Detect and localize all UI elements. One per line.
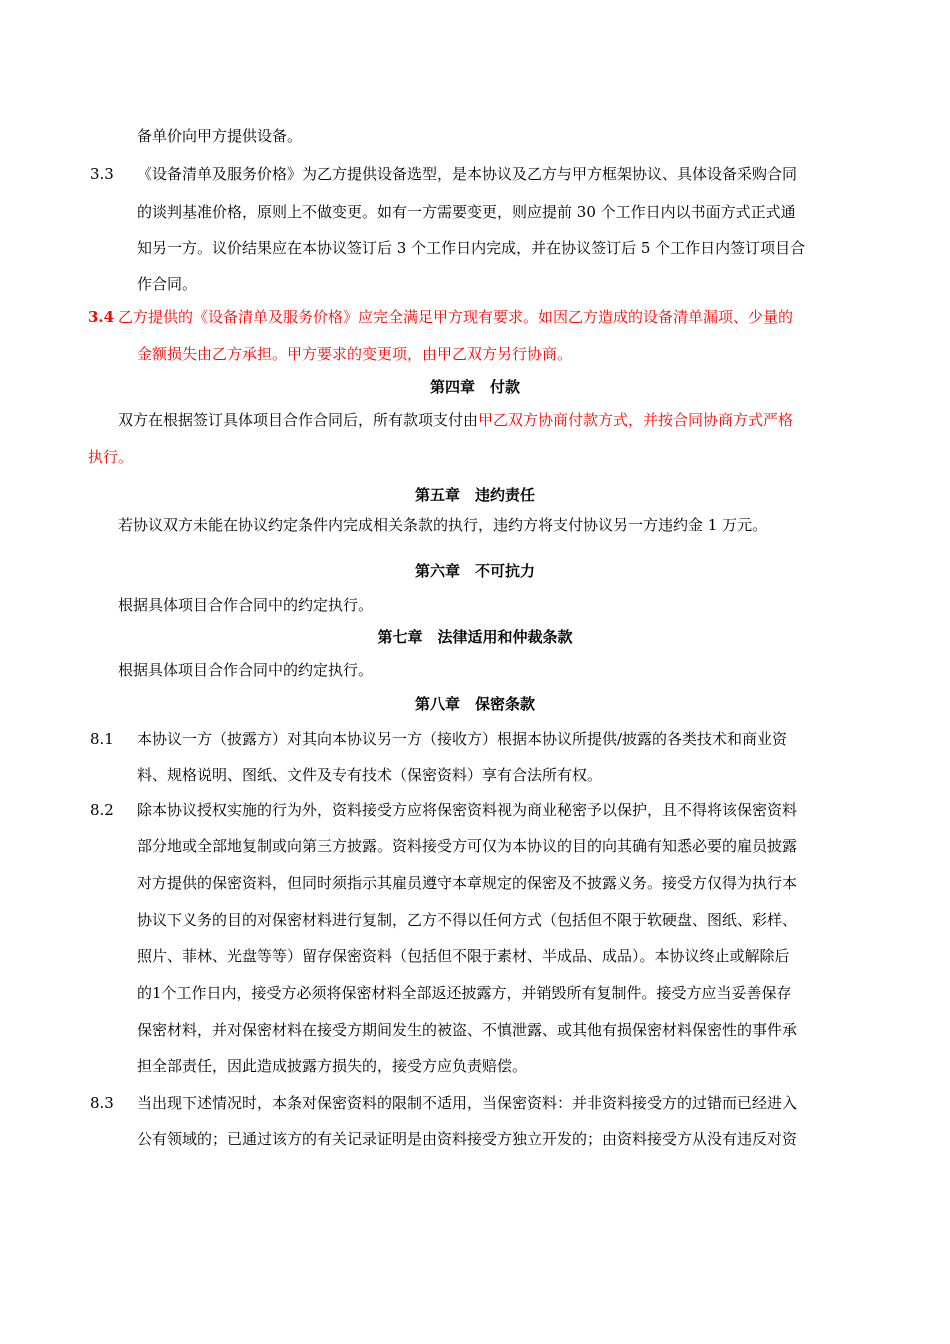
clause-number-8-2: 8.2 xyxy=(90,801,114,819)
chapter-4-title: 第四章 付款 xyxy=(429,378,520,396)
chapter-5-heading xyxy=(0,485,950,505)
clause-8-2-line: 部分地或全部地复制或向第三方披露。资料接受方可仅为本协议的目的向其确有知悉必要的雇员披露 xyxy=(137,837,798,855)
clause-number-3-4: 3.4 xyxy=(88,308,115,326)
clause-3-3-line: 知另一方。议价结果应在本协议签订后 3 个工作日内完成，并在协议签订后 5 个工作日内签订项目合 xyxy=(137,239,806,257)
chapter-7-text: 根据具体项目合作合同中的约定执行。 xyxy=(118,661,374,679)
chapter-7-title: 第七章 法律适用和仲裁条款 xyxy=(377,628,573,646)
chapter-4-text-highlight: 甲乙双方协商付款方式，并按合同协商方式严格 xyxy=(478,411,794,429)
chapter-6-heading xyxy=(0,561,950,581)
chapter-4-paragraph xyxy=(118,410,793,430)
chapter-4-heading xyxy=(0,377,950,397)
chapter-7-heading xyxy=(0,627,950,647)
clause-8-2-line: 协议下义务的目的对保密材料进行复制，乙方不得以任何方式（包括但不限于软硬盘、图纸、彩样、 xyxy=(137,911,798,929)
chapter-4-text: 双方在根据签订具体项目合作合同后，所有款项支付由 xyxy=(118,411,479,429)
carryover-line: 备单价向甲方提供设备。 xyxy=(137,127,303,145)
clause-8-2-line: 除本协议授权实施的行为外，资料接受方应将保密资料视为商业秘密予以保护，且不得将该保密资料 xyxy=(137,801,798,819)
clause-8-3-line: 当出现下述情况时，本条对保密资料的限制不适用，当保密资料：并非资料接受方的过错而已经进入 xyxy=(137,1094,798,1112)
clause-8-2-line: 的1个工作日内，接受方必须将保密材料全部返还披露方，并销毁所有复制件。接受方应当妥善保存 xyxy=(137,984,792,1002)
clause-8-2-line: 照片、菲林、光盘等等）留存保密资料（包括但不限于素材、半成品、成品）。本协议终止或解除后 xyxy=(137,947,790,965)
chapter-5-text: 若协议双方未能在协议约定条件内完成相关条款的执行，违约方将支付协议另一方违约金 1 万元。 xyxy=(118,516,768,534)
clause-3-4-line: 金额损失由乙方承担。甲方要求的变更项，由甲乙双方另行协商。 xyxy=(137,345,573,363)
chapter-5-title: 第五章 违约责任 xyxy=(414,486,535,504)
clause-8-2-line: 保密材料，并对保密材料在接受方期间发生的被盗、不慎泄露、或其他有损保密材料保密性的事件承 xyxy=(137,1021,798,1039)
clause-8-3-line: 公有领域的；已通过该方的有关记录证明是由资料接受方独立开发的；由资料接受方从没有违反对资 xyxy=(137,1130,798,1148)
clause-8-2-line: 对方提供的保密资料，但同时须指示其雇员遵守本章规定的保密及不披露义务。接受方仅得为执行本 xyxy=(137,874,798,892)
clause-3-3-line: 作合同。 xyxy=(137,275,198,293)
chapter-8-title: 第八章 保密条款 xyxy=(414,695,535,713)
clause-8-1-line: 料、规格说明、图纸、文件及专有技术（保密资料）享有合法所有权。 xyxy=(137,766,603,784)
clause-8-1-line: 本协议一方（披露方）对其向本协议另一方（接收方）根据本协议所提供/披露的各类技术和商业资 xyxy=(137,730,788,748)
chapter-6-title: 第六章 不可抗力 xyxy=(414,562,535,580)
clause-3-3-line: 《设备清单及服务价格》为乙方提供设备选型，是本协议及乙方与甲方框架协议、具体设备采购合同 xyxy=(137,165,798,183)
clause-number-3-3: 3.3 xyxy=(90,165,114,183)
clause-number-8-1: 8.1 xyxy=(90,730,114,748)
clause-3-3-line: 的谈判基准价格，原则上不做变更。如有一方需要变更，则应提前 30 个工作日内以书面方式正式通 xyxy=(137,203,796,221)
clause-3-4-line: 乙方提供的《设备清单及服务价格》应完全满足甲方现有要求。如因乙方造成的设备清单漏项、少量的 xyxy=(118,308,794,326)
clause-8-2-line: 担全部责任，因此造成披露方损失的，接受方应负责赔偿。 xyxy=(137,1057,528,1075)
clause-number-8-3: 8.3 xyxy=(90,1094,114,1112)
chapter-6-text: 根据具体项目合作合同中的约定执行。 xyxy=(118,596,374,614)
chapter-8-heading xyxy=(0,694,950,714)
chapter-4-text-highlight-cont: 执行。 xyxy=(88,448,134,466)
